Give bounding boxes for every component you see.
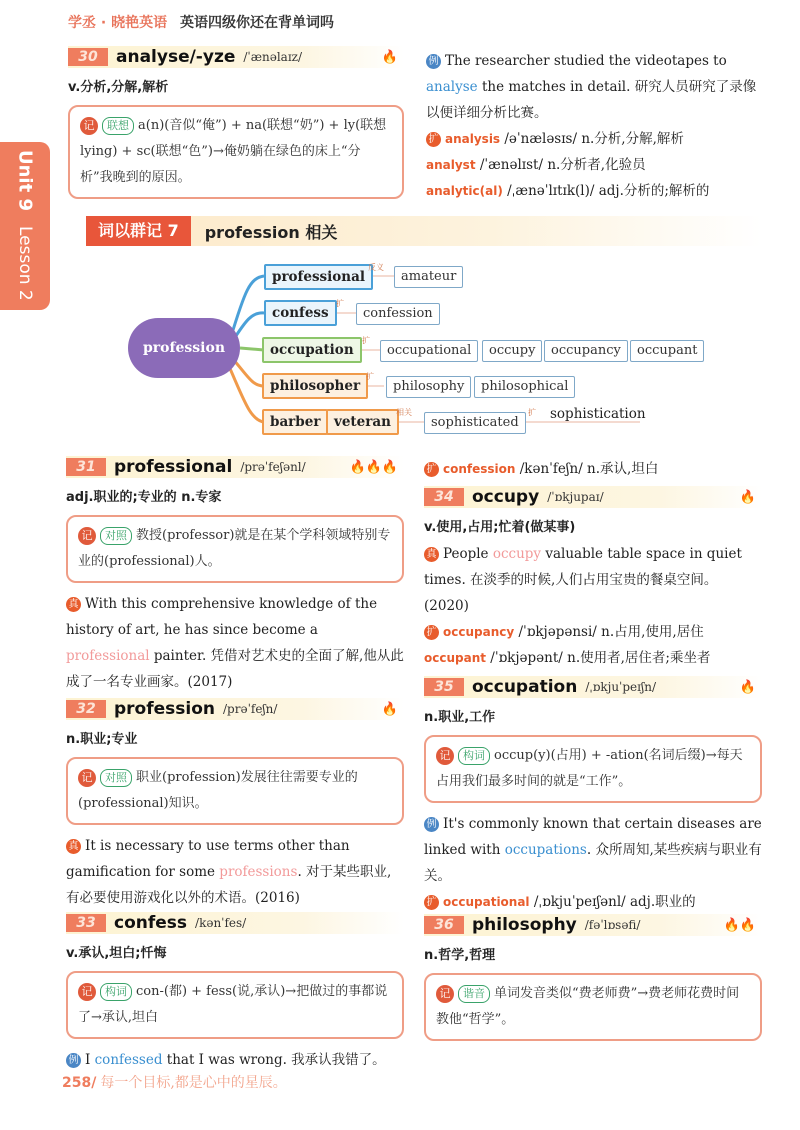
extension-line: analyst /ˈænəlɪst/ n.分析者,化验员 — [426, 157, 646, 173]
part-of-speech: v.承认,坦白;忏悔 — [66, 946, 167, 961]
example-keyword: professions — [219, 864, 298, 880]
mindmap-node-sub: philosophical — [474, 376, 575, 398]
headword: occupy — [472, 487, 540, 507]
mindmap-node-main: occupation — [262, 337, 362, 363]
book-title: 英语四级你还在背单词吗 — [179, 15, 334, 31]
relation-label: 扩 — [528, 408, 536, 417]
part-of-speech: n.哲学,哲理 — [424, 948, 496, 963]
example-icon: 例 — [426, 54, 441, 69]
part-of-speech: adj.职业的;专业的 n.专家 — [66, 490, 222, 505]
mindmap-node-sub: philosophy — [386, 376, 471, 398]
extension-icon: 扩 — [424, 462, 439, 477]
extension-icon: 扩 — [426, 132, 441, 147]
headword: confess — [114, 913, 188, 933]
word-number: 30 — [68, 48, 108, 66]
memory-tip-box — [424, 973, 762, 1041]
flame-icon: 🔥 — [381, 701, 398, 717]
mindmap-node-sub: occupational — [380, 340, 478, 362]
mindmap-node-sub: confession — [356, 303, 440, 325]
memory-tip-box — [68, 105, 404, 199]
flame-icon: 🔥🔥🔥 — [349, 459, 398, 475]
example-keyword: occupy — [492, 546, 542, 562]
memory-icon: 记 — [78, 769, 96, 787]
mindmap-node-main: professional — [264, 264, 373, 290]
exam-icon: 真 — [66, 597, 81, 612]
exam-sentence: 真 With this comprehensive knowledge of the history of art, he has since become a professional painter. 凭借对艺术史的全面了解,他从此成了一名专业画家。(2017) — [66, 596, 404, 690]
part-of-speech: v.分析,分解,解析 — [68, 80, 169, 95]
headword: occupation — [472, 677, 578, 697]
word-heading — [66, 698, 404, 720]
memory-tag: 联想 — [102, 117, 134, 135]
word-number: 33 — [66, 914, 106, 932]
exam-icon: 真 — [66, 839, 81, 854]
entry-philosophy — [424, 914, 762, 1041]
example-keyword: analyse — [426, 79, 478, 95]
memory-tag: 谐音 — [458, 985, 490, 1003]
memory-icon: 记 — [436, 747, 454, 765]
page-number: 258/ — [62, 1075, 97, 1091]
relation-label: 扩 — [362, 336, 370, 345]
headword: analyse/-yze — [116, 47, 236, 67]
mindmap-node-extra: sophistication — [550, 406, 646, 422]
memory-icon: 记 — [78, 983, 96, 1001]
memory-text: con-(都) + fess(说,承认)→把做过的事都说了→承认,坦白 — [78, 984, 388, 1025]
entry-confess — [66, 912, 404, 1073]
word-heading — [424, 676, 762, 698]
word-number: 32 — [66, 700, 106, 718]
part-of-speech: n.职业;专业 — [66, 732, 138, 747]
relation-label: 相关 — [396, 408, 412, 417]
word-heading — [424, 486, 762, 508]
relation-label: 扩 — [366, 372, 374, 381]
memory-tip-box — [66, 515, 404, 583]
flame-icon: 🔥 — [381, 49, 398, 65]
relation-label: 反义 — [368, 263, 384, 272]
word-heading — [66, 456, 404, 478]
phonetic: /prəˈfeʃn/ — [223, 702, 278, 716]
page-footer — [62, 1072, 287, 1092]
phonetic: /ˈɒkjupaɪ/ — [547, 490, 604, 504]
example-keyword: occupations — [504, 842, 587, 858]
brand: 学丞 · 晓艳英语 — [68, 15, 168, 31]
exam-sentence: 真 People occupy valuable table space in quiet times. 在淡季的时候,人们占用宝贵的餐桌空间。(2020) — [424, 546, 742, 614]
word-number: 31 — [66, 458, 106, 476]
example-keyword: professional — [66, 648, 150, 664]
mindmap-center: profession — [128, 318, 240, 378]
part-of-speech: n.职业,工作 — [424, 710, 496, 725]
word-heading — [424, 914, 762, 936]
mindmap-node-sub: occupancy — [544, 340, 628, 362]
headword: professional — [114, 457, 233, 477]
entry-analyse — [68, 46, 404, 199]
memory-text: 教授(professor)就是在某个学科领域特别专业的(professional)人。 — [78, 528, 391, 569]
example-sentence: 例 I confessed that I was wrong. 我承认我错了。 — [66, 1047, 404, 1073]
memory-text: 职业(profession)发展往往需要专业的(professional)知识。 — [78, 770, 358, 811]
word-heading — [68, 46, 404, 68]
mindmap-node-main: confess — [264, 300, 337, 326]
word-group-banner — [86, 216, 762, 246]
entry-occupation — [424, 676, 762, 915]
memory-tip-box — [66, 971, 404, 1039]
mindmap-node-sub: occupy — [482, 340, 542, 362]
memory-text: 单词发音类似“费老师费”→费老师花费时间教他“哲学”。 — [436, 986, 740, 1027]
phonetic: /kənˈfes/ — [195, 916, 247, 930]
page-header — [68, 12, 334, 32]
headword: philosophy — [472, 915, 577, 935]
lesson-label: Lesson 2 — [15, 226, 35, 301]
memory-tag: 构词 — [458, 747, 490, 765]
extension-line: 扩 occupational /ˌɒkjuˈpeɪʃənl/ adj.职业的 — [424, 889, 762, 915]
extension-icon: 扩 — [424, 895, 439, 910]
phonetic: /ˌɒkjuˈpeɪʃn/ — [585, 680, 657, 694]
mindmap-node-sub: amateur — [394, 266, 463, 288]
relation-label: 扩 — [336, 299, 344, 308]
entry-occupy — [424, 486, 762, 671]
memory-tag: 对照 — [100, 527, 132, 545]
entry-professional — [66, 456, 404, 695]
extension-line: occupant /ˈɒkjəpənt/ n.使用者,居住者;乘坐者 — [424, 650, 711, 666]
memory-icon: 记 — [80, 117, 98, 135]
group-topic: profession 相关 — [204, 222, 338, 242]
memory-icon: 记 — [436, 985, 454, 1003]
memory-text: a(n)(音似“俺”) + na(联想“奶”) + ly(联想 lying) + sc(联想“色”)→俺奶躺在绿色的床上“分析”我晚到的原因。 — [80, 118, 387, 185]
exam-sentence: 真 It is necessary to use terms other than gamification for some professions. 对于某些职业,有必要使用游戏化以外的术语。(2016) — [66, 838, 392, 906]
headword: profession — [114, 699, 216, 719]
extension-icon: 扩 — [424, 625, 439, 640]
example-icon: 例 — [424, 817, 439, 832]
example-keyword: confessed — [94, 1052, 163, 1068]
phonetic: /ˈænəlaɪz/ — [243, 50, 303, 64]
mindmap-node-main: philosopher — [262, 373, 368, 399]
example-sentence: 例 It's commonly known that certain diseases are linked with occupations. 众所周知,某些疾病与职业有关。 — [424, 816, 762, 884]
flame-icon: 🔥 — [739, 679, 756, 695]
unit-label: Unit 9 — [14, 150, 36, 211]
memory-tag: 构词 — [100, 983, 132, 1001]
mindmap-node-main: veteran — [326, 409, 399, 435]
word-heading — [66, 912, 404, 934]
word-number: 36 — [424, 916, 464, 934]
analyse-examples — [426, 48, 762, 204]
mindmap-node-main: barber — [262, 409, 328, 435]
mindmap-node-sub: sophisticated — [424, 412, 526, 434]
extension-line: analytic(al) /ˌænəˈlɪtɪk(l)/ adj.分析的;解析的 — [426, 183, 710, 199]
memory-icon: 记 — [78, 527, 96, 545]
footer-motto: 每一个目标,都是心中的星辰。 — [100, 1075, 287, 1091]
group-label: 词以群记 7 — [86, 216, 191, 246]
phonetic: /fəˈlɒsəfi/ — [584, 918, 641, 932]
mindmap-node-sub: occupant — [630, 340, 704, 362]
extension-line: 扩 analysis /əˈnæləsɪs/ n.分析,分解,解析 — [426, 126, 762, 152]
example-sentence: 例 The researcher studied the videotapes to analyse the matches in detail. 研究人员研究了录像以便详细分析比赛。 — [426, 53, 757, 121]
flame-icon: 🔥🔥 — [723, 917, 756, 933]
word-number: 34 — [424, 488, 464, 506]
memory-tag: 对照 — [100, 769, 132, 787]
example-icon: 例 — [66, 1053, 81, 1068]
memory-tip-box — [424, 735, 762, 803]
confession-extension: 扩 confession /kənˈfeʃn/ n.承认,坦白 — [424, 456, 762, 482]
extension-line: 扩 occupancy /ˈɒkjəpənsi/ n.占用,使用,居住 — [424, 619, 762, 645]
word-number: 35 — [424, 678, 464, 696]
memory-tip-box — [66, 757, 404, 825]
phonetic: /prəˈfeʃənl/ — [240, 460, 306, 474]
part-of-speech: v.使用,占用;忙着(做某事) — [424, 520, 576, 535]
entry-profession — [66, 698, 404, 911]
memory-text: occup(y)(占用) + -ation(名词后缀)→每天占用我们最多时间的就是“工作”。 — [436, 748, 743, 789]
exam-icon: 真 — [424, 547, 439, 562]
flame-icon: 🔥 — [739, 489, 756, 505]
